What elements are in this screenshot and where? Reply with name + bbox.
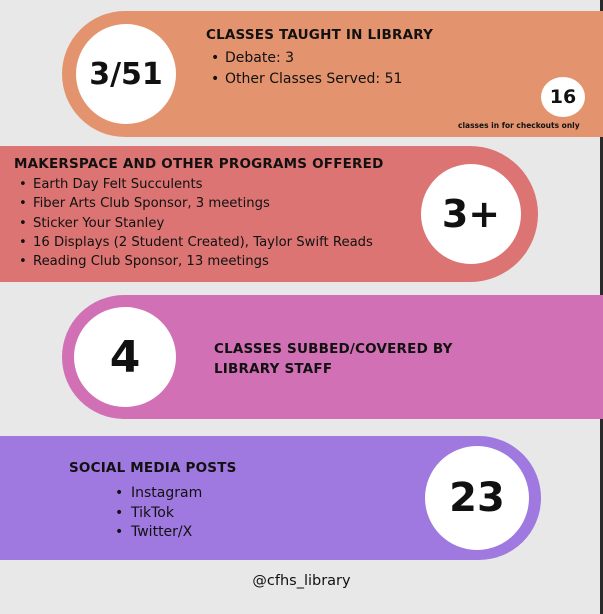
makerspace-title: MAKERSPACE AND OTHER PROGRAMS OFFERED bbox=[14, 156, 384, 172]
classes-subbed-title bbox=[214, 339, 453, 379]
classes-subbed-title-line1: CLASSES SUBBED/COVERED BY bbox=[214, 341, 453, 357]
list-item: • Debate: 3 bbox=[211, 48, 402, 69]
checkout-classes-note: classes in for checkouts only bbox=[458, 121, 580, 130]
list-item: • Fiber Arts Club Sponsor, 3 meetings bbox=[19, 194, 373, 213]
classes-taught-stat: 3/51 bbox=[76, 24, 176, 124]
social-media-title: SOCIAL MEDIA POSTS bbox=[69, 460, 237, 476]
list-item: • Earth Day Felt Succulents bbox=[19, 175, 373, 194]
social-media-stat: 23 bbox=[425, 446, 529, 550]
makerspace-stat: 3+ bbox=[421, 164, 521, 264]
classes-subbed-title-line2: LIBRARY STAFF bbox=[214, 361, 333, 377]
list-item: • Sticker Your Stanley bbox=[19, 214, 373, 233]
list-item: • TikTok bbox=[115, 504, 202, 524]
classes-subbed-stat: 4 bbox=[74, 307, 176, 407]
social-handle: @cfhs_library bbox=[252, 573, 351, 589]
list-item: • Instagram bbox=[115, 484, 202, 504]
list-item: • Reading Club Sponsor, 13 meetings bbox=[19, 252, 373, 271]
classes-taught-list bbox=[211, 48, 402, 90]
classes-taught-title: CLASSES TAUGHT IN LIBRARY bbox=[206, 27, 434, 43]
makerspace-list bbox=[19, 175, 373, 271]
social-media-list bbox=[115, 484, 202, 543]
checkout-classes-stat: 16 bbox=[541, 77, 585, 117]
list-item: • 16 Displays (2 Student Created), Taylor Swift Reads bbox=[19, 233, 373, 252]
list-item: • Twitter/X bbox=[115, 523, 202, 543]
list-item: • Other Classes Served: 51 bbox=[211, 69, 402, 90]
